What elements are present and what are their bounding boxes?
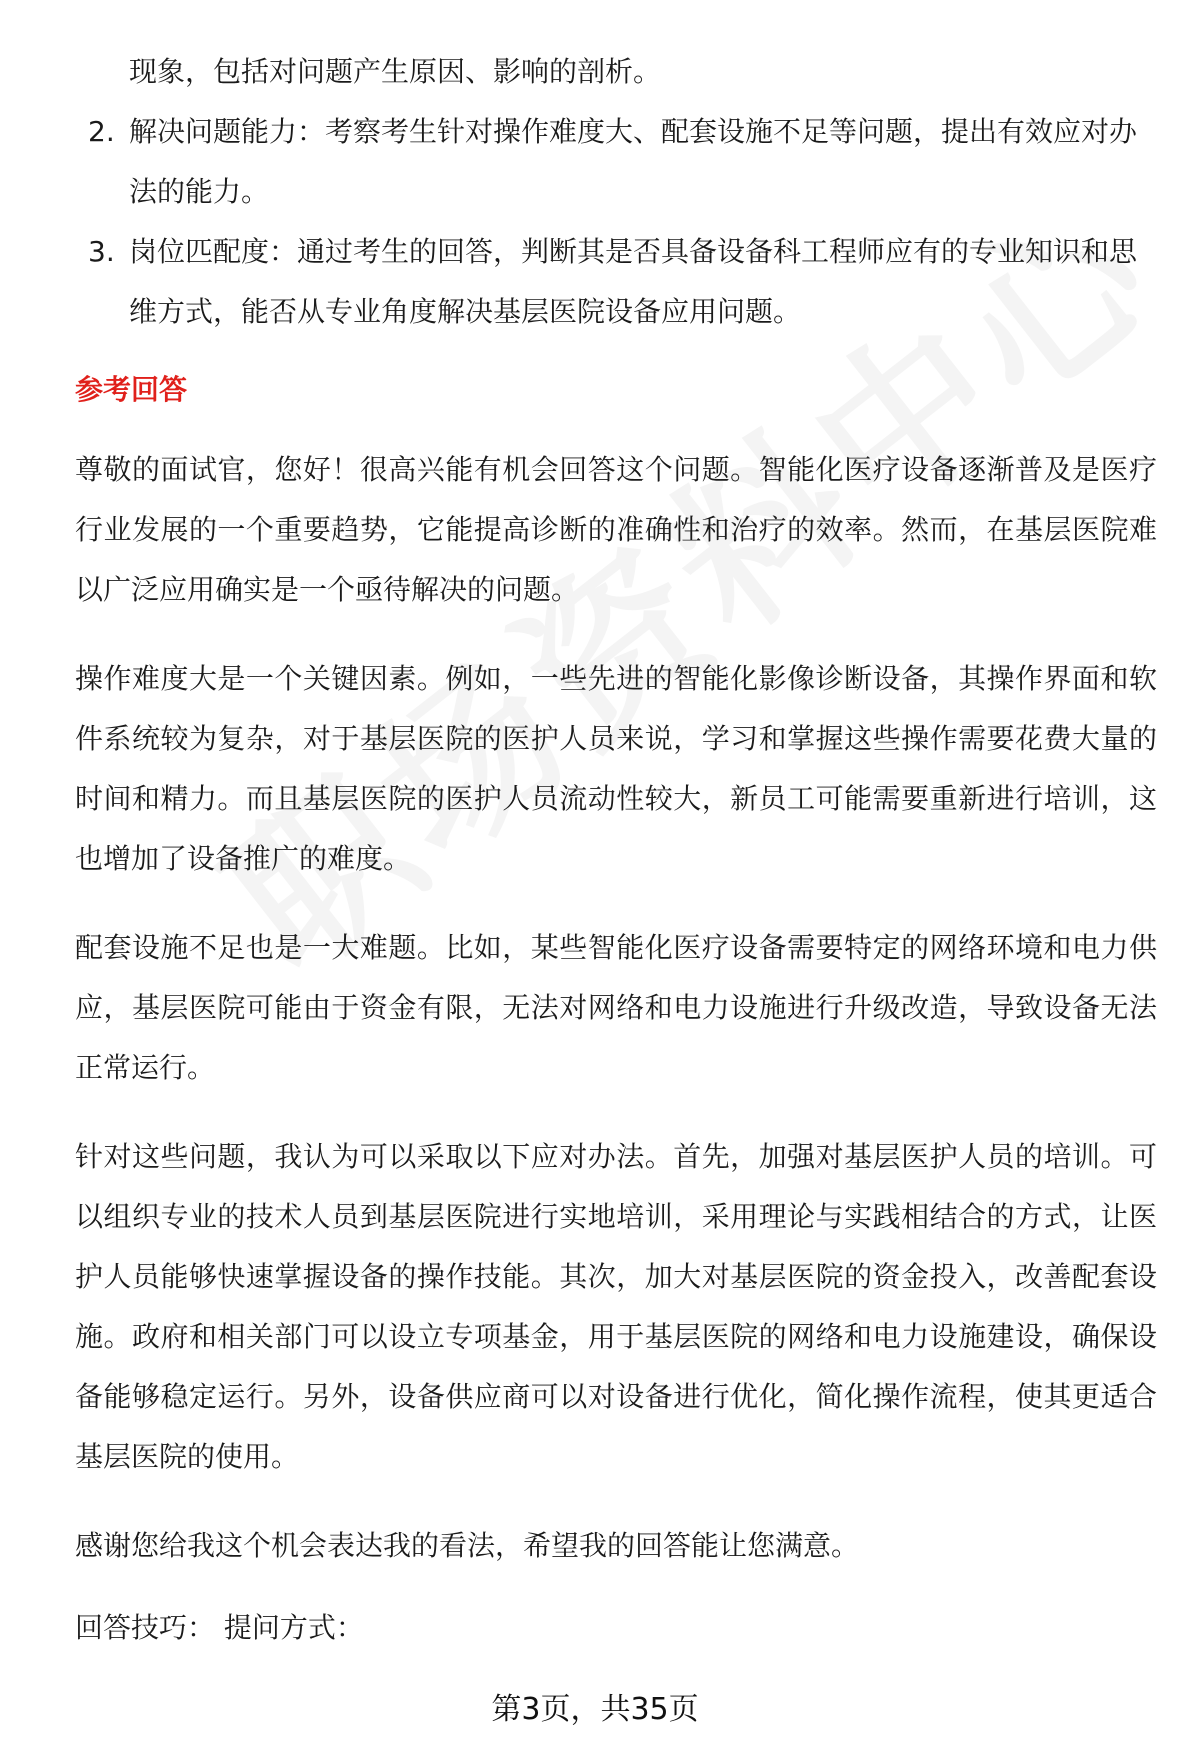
answer-paragraph: 尊敬的面试官，您好！很高兴能有机会回答这个问题。智能化医疗设备逐渐普及是医疗行业发展的一个重要趋势，它能提高诊断的准确性和治疗的效率。然而，在基层医院难以广泛应用确实是一个亟待解决的问题。 [75,453,1157,606]
answer-tips-line: 回答技巧： 提问方式： [75,1611,364,1644]
criteria-number: 3. [88,235,115,268]
criteria-text: 岗位匹配度：通过考生的回答，判断其是否具备设备科工程师应有的专业知识和思维方式，能否从专业角度解决基层医院设备应用问题。 [129,235,1138,328]
criteria-item [75,102,1157,222]
criteria-text: 解决问题能力：考察考生针对操作难度大、配套设施不足等问题，提出有效应对办法的能力。 [129,115,1138,208]
page-content [75,42,1157,1658]
reference-answer-heading: 参考回答 [75,373,188,406]
criteria-number: 2. [88,115,115,148]
continuation-text: 现象，包括对问题产生原因、影响的剖析。 [129,55,662,88]
answer-paragraph: 感谢您给我这个机会表达我的看法，希望我的回答能让您满意。 [75,1529,860,1562]
evaluation-criteria-list [75,102,1157,342]
answer-paragraph: 配套设施不足也是一大难题。比如，某些智能化医疗设备需要特定的网络环境和电力供应，基层医院可能由于资金有限，无法对网络和电力设施进行升级改造，导致设备无法正常运行。 [75,931,1157,1084]
answer-paragraph: 操作难度大是一个关键因素。例如，一些先进的智能化影像诊断设备，其操作界面和软件系统较为复杂，对于基层医院的医护人员来说，学习和掌握这些操作需要花费大量的时间和精力。而且基层医院的医护人员流动性较大，新员工可能需要重新进行培训，这也增加了设备推广的难度。 [75,662,1157,875]
criteria-item [75,222,1157,342]
page-number-footer: 第3页，共35页 [491,1692,699,1727]
answer-paragraph: 针对这些问题，我认为可以采取以下应对办法。首先，加强对基层医护人员的培训。可以组织专业的技术人员到基层医院进行实地培训，采用理论与实践相结合的方式，让医护人员能够快速掌握设备的操作技能。其次，加大对基层医院的资金投入，改善配套设施。政府和相关部门可以设立专项基金，用于基层医院的网络和电力设施建设，确保设备能够稳定运行。另外，设备供应商可以对设备进行优化，简化操作流程，使其更适合基层医院的使用。 [75,1140,1157,1473]
